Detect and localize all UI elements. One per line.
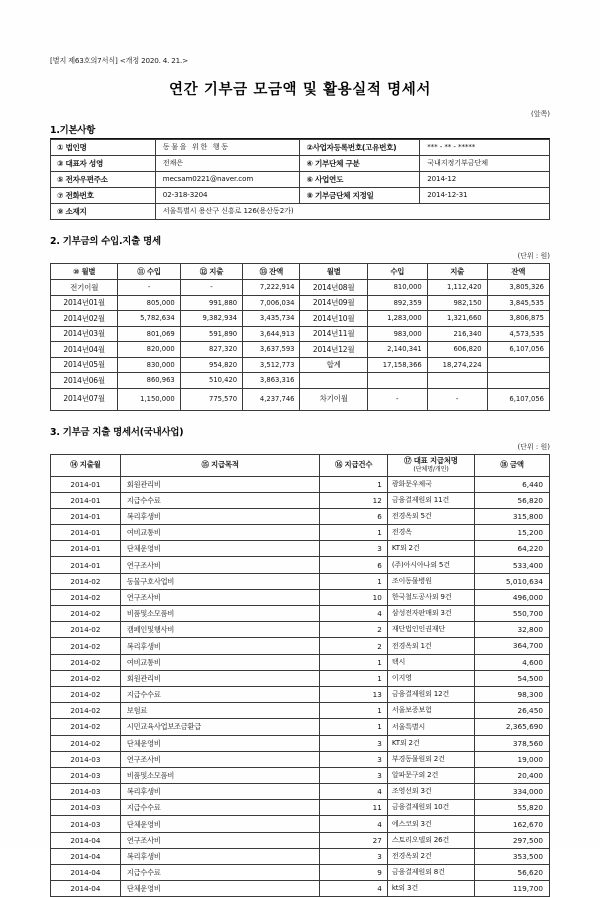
table-row: [51, 326, 550, 342]
cell-expense-month: 2014-02: [51, 735, 121, 751]
cell-expense: 216,340: [427, 326, 487, 342]
cell-payee-name: 에스코외 3건: [387, 816, 474, 832]
cell-expense-month: 2014-04: [51, 881, 121, 897]
cell-balance: 3,435,734: [243, 311, 300, 327]
cell-payment-count: 1: [320, 670, 387, 686]
cell-income: 860,963: [118, 373, 180, 389]
cell-payee-name: 전경옥외 1건: [387, 638, 474, 654]
cell-month: 2014년08월: [300, 280, 367, 296]
col-expense-month: ⑭ 지출월: [51, 454, 121, 476]
cell-payment-count: 1: [320, 476, 387, 492]
cell-balance: 3,805,326: [487, 280, 549, 296]
table-row: [51, 751, 550, 767]
expense-rows: [51, 476, 550, 897]
table-row: [51, 525, 550, 541]
cell-expense-month: 2014-02: [51, 654, 121, 670]
cell-payment-purpose: 단체운영비: [120, 881, 320, 897]
cell-payment-purpose: 지급수수료: [120, 686, 320, 702]
table-row: [51, 719, 550, 735]
fiscal-year-label: ⑥ 사업연도: [300, 172, 420, 188]
cell-amount: 32,800: [475, 622, 550, 638]
table-row: [51, 557, 550, 573]
cell-expense: 510,420: [180, 373, 242, 389]
cell-expense-month: 2014-03: [51, 784, 121, 800]
cell-expense: -: [180, 280, 242, 296]
cell-payment-purpose: 연구조사비: [120, 557, 320, 573]
cell-income: 810,000: [367, 280, 427, 296]
table-row: [51, 816, 550, 832]
donation-org-type-value: 국내지정기부금단체: [420, 156, 550, 172]
cell-expense: 775,570: [180, 388, 242, 410]
col-expense-left: ⑫ 지출: [180, 264, 242, 280]
cell-balance: 6,107,056: [487, 342, 549, 358]
cell-amount: 119,700: [475, 881, 550, 897]
cell-expense-month: 2014-04: [51, 848, 121, 864]
cell-payment-count: 4: [320, 606, 387, 622]
cell-expense-month: 2014-03: [51, 767, 121, 783]
col-payee-name-main: ⑰ 대표 지급처명: [404, 456, 458, 465]
table-row: [51, 638, 550, 654]
representative-label: ③ 대표자 성영: [51, 156, 156, 172]
col-payment-purpose: ⑮ 지급목적: [120, 454, 320, 476]
table-header-row: [51, 454, 550, 476]
cell-expense-month: 2014-02: [51, 589, 121, 605]
section1-heading: 1.기본사항: [50, 122, 550, 136]
address-label: ⑨ 소재지: [51, 204, 156, 220]
form-code: [별지 제63호의7서식] <개정 2020. 4. 21.>: [50, 56, 550, 66]
cell-payee-name: KT외 2건: [387, 735, 474, 751]
page-title: 연간 기부금 모금액 및 활용실적 명세서: [50, 78, 550, 99]
col-balance-right: 잔액: [487, 264, 549, 280]
cell-balance: 4,573,535: [487, 326, 549, 342]
cell-payee-name: 전경옥외 5건: [387, 508, 474, 524]
cell-payment-purpose: 보험료: [120, 703, 320, 719]
cell-expense-month: 2014-01: [51, 525, 121, 541]
cell-income: 1,150,000: [118, 388, 180, 410]
table-row: [51, 172, 550, 188]
email-label: ⑤ 전자우편주소: [51, 172, 156, 188]
cell-payment-count: 9: [320, 865, 387, 881]
cell-expense-month: 2014-02: [51, 670, 121, 686]
cell-expense-month: 2014-03: [51, 800, 121, 816]
cell-amount: 378,560: [475, 735, 550, 751]
col-income-left: ⑪ 수입: [118, 264, 180, 280]
table-row: [51, 606, 550, 622]
section3-heading: 3. 기부금 지출 명세서(국내사업): [50, 424, 550, 438]
col-month-right: 월별: [300, 264, 367, 280]
cell-payment-count: 4: [320, 881, 387, 897]
table-row: [51, 832, 550, 848]
table-row: [51, 735, 550, 751]
table-row: [51, 373, 550, 389]
cell-payment-purpose: 복리후생비: [120, 784, 320, 800]
cell-payment-purpose: 지급수수료: [120, 492, 320, 508]
cell-expense: 954,820: [180, 357, 242, 373]
cell-expense-month: 2014-01: [51, 476, 121, 492]
cell-amount: 496,000: [475, 589, 550, 605]
cell-balance: 3,512,773: [243, 357, 300, 373]
cell-month: [300, 373, 367, 389]
cell-payee-name: KT외 2건: [387, 541, 474, 557]
cell-balance: 3,863,316: [243, 373, 300, 389]
cell-carryforward-balance: 6,107,056: [487, 388, 549, 410]
cell-expense: 991,880: [180, 295, 242, 311]
cell-month: 2014년10월: [300, 311, 367, 327]
table-row: [51, 311, 550, 327]
cell-expense: 1,321,660: [427, 311, 487, 327]
cell-amount: 54,500: [475, 670, 550, 686]
table-row: [51, 295, 550, 311]
cell-expense: 982,150: [427, 295, 487, 311]
table-row: [51, 573, 550, 589]
cell-payment-purpose: 여비교통비: [120, 654, 320, 670]
cell-balance: [487, 357, 549, 373]
col-amount: ⑱ 금액: [475, 454, 550, 476]
cell-amount: 334,000: [475, 784, 550, 800]
page-side-marker: (앞쪽): [50, 109, 550, 119]
section2-heading: 2. 기부금의 수입.지출 명세: [50, 233, 550, 247]
cell-expense-month: 2014-02: [51, 573, 121, 589]
section2-unit-note: (단위 : 원): [50, 251, 550, 261]
cell-payment-count: 3: [320, 751, 387, 767]
cell-expense: 9,382,934: [180, 311, 242, 327]
cell-payment-purpose: 회원관리비: [120, 476, 320, 492]
cell-payee-name: 금융결제원외 11건: [387, 492, 474, 508]
cell-amount: 5,010,634: [475, 573, 550, 589]
col-expense-right: 지출: [427, 264, 487, 280]
cell-payee-name: 금융결제원외 12건: [387, 686, 474, 702]
cell-payment-count: 2: [320, 622, 387, 638]
cell-income: [367, 373, 427, 389]
cell-payment-count: 1: [320, 703, 387, 719]
cell-payee-name: 전경옥: [387, 525, 474, 541]
cell-expense-month: 2014-03: [51, 751, 121, 767]
cell-expense-month: 2014-04: [51, 865, 121, 881]
business-reg-no-label: ②사업자등록번호(고유번호): [300, 140, 420, 156]
cell-income: 801,069: [118, 326, 180, 342]
cell-amount: 56,820: [475, 492, 550, 508]
cell-payment-count: 4: [320, 816, 387, 832]
cell-expense: 827,320: [180, 342, 242, 358]
cell-amount: 98,300: [475, 686, 550, 702]
cell-amount: 56,620: [475, 865, 550, 881]
cell-amount: 315,800: [475, 508, 550, 524]
cell-payment-count: 13: [320, 686, 387, 702]
table-row: [51, 784, 550, 800]
table-row: [51, 767, 550, 783]
cell-payee-name: 전경옥외 2건: [387, 848, 474, 864]
cell-payment-purpose: 캠페인및행사비: [120, 622, 320, 638]
cell-payment-count: 3: [320, 848, 387, 864]
table-row: [51, 800, 550, 816]
cell-payment-count: 2: [320, 638, 387, 654]
cell-payee-name: 서울보증보험: [387, 703, 474, 719]
income-expense-table: [50, 263, 550, 411]
cell-balance: 7,222,914: [243, 280, 300, 296]
cell-payee-name: 조영선외 3건: [387, 784, 474, 800]
cell-payment-purpose: 연구조사비: [120, 832, 320, 848]
cell-month: 2014년04월: [51, 342, 118, 358]
cell-amount: 2,365,690: [475, 719, 550, 735]
cell-payment-count: 10: [320, 589, 387, 605]
cell-payee-name: 알파문구외 2건: [387, 767, 474, 783]
col-payee-name-sub: (단체명/개인): [413, 466, 448, 473]
col-payment-count: ⑯ 지급건수: [320, 454, 387, 476]
cell-expense-month: 2014-02: [51, 686, 121, 702]
cell-payee-name: 조이동물병원: [387, 573, 474, 589]
email-value: mecsam0221@naver.com: [155, 172, 300, 188]
cell-amount: 533,400: [475, 557, 550, 573]
cell-expense: 1,112,420: [427, 280, 487, 296]
cell-expense-month: 2014-02: [51, 638, 121, 654]
table-row: [51, 476, 550, 492]
designation-date-value: 2014-12-31: [420, 188, 550, 204]
cell-payment-purpose: 동물구호사업비: [120, 573, 320, 589]
table-row: [51, 589, 550, 605]
cell-payee-name: 삼성전자판매외 3건: [387, 606, 474, 622]
phone-label: ⑦ 전화번호: [51, 188, 156, 204]
cell-payee-name: 금융결제원외 10건: [387, 800, 474, 816]
cell-payment-purpose: 복리후생비: [120, 638, 320, 654]
cell-expense-month: 2014-01: [51, 508, 121, 524]
cell-amount: 55,820: [475, 800, 550, 816]
cell-total-income: 17,158,366: [367, 357, 427, 373]
cell-payee-name: 한국철도공사외 9건: [387, 589, 474, 605]
cell-expense: 591,890: [180, 326, 242, 342]
business-reg-no-value: *** - ** - *****: [420, 140, 550, 156]
cell-payment-purpose: 연구조사비: [120, 589, 320, 605]
table-row: [51, 388, 550, 410]
cell-payment-purpose: 비품및소모품비: [120, 606, 320, 622]
address-value: 서울특별시 용산구 신흥로 126(용산동2가): [155, 204, 549, 220]
table-row: [51, 622, 550, 638]
cell-expense-month: 2014-02: [51, 606, 121, 622]
cell-income: 805,000: [118, 295, 180, 311]
cell-month: 2014년12월: [300, 342, 367, 358]
cell-payee-name: 재단법인인권재단: [387, 622, 474, 638]
cell-income: 830,000: [118, 357, 180, 373]
cell-total-expense: 18,274,224: [427, 357, 487, 373]
cell-balance: 3,637,593: [243, 342, 300, 358]
table-row: [51, 670, 550, 686]
cell-payee-name: 이지영: [387, 670, 474, 686]
table-row: [51, 357, 550, 373]
cell-expense: -: [427, 388, 487, 410]
cell-balance: 3,845,535: [487, 295, 549, 311]
cell-payee-name: kt외 3건: [387, 881, 474, 897]
cell-payee-name: 금융결제원외 8건: [387, 865, 474, 881]
table-row: [51, 541, 550, 557]
expense-detail-table: [50, 454, 550, 897]
cell-carryforward-label: 차기이월: [300, 388, 367, 410]
cell-balance: 7,006,034: [243, 295, 300, 311]
cell-expense-month: 2014-03: [51, 816, 121, 832]
table-row: [51, 848, 550, 864]
table-row: [51, 686, 550, 702]
cell-balance: 3,806,875: [487, 311, 549, 327]
cell-expense-month: 2014-01: [51, 541, 121, 557]
cell-payment-purpose: 복리후생비: [120, 848, 320, 864]
cell-expense: [427, 373, 487, 389]
cell-payment-purpose: 지급수수료: [120, 865, 320, 881]
cell-payment-count: 27: [320, 832, 387, 848]
cell-payment-purpose: 비품및소모품비: [120, 767, 320, 783]
col-month-left: ⑩ 월별: [51, 264, 118, 280]
cell-month: 2014년02월: [51, 311, 118, 327]
cell-balance: [487, 373, 549, 389]
table-row: [51, 204, 550, 220]
cell-amount: 26,450: [475, 703, 550, 719]
cell-expense: 606,820: [427, 342, 487, 358]
phone-value: 02-318-3204: [155, 188, 300, 204]
table-row: [51, 188, 550, 204]
cell-amount: 364,700: [475, 638, 550, 654]
table-row: [51, 280, 550, 296]
cell-month: 2014년05월: [51, 357, 118, 373]
representative-value: 전채은: [155, 156, 300, 172]
cell-payment-purpose: 지급수수료: [120, 800, 320, 816]
cell-amount: 550,700: [475, 606, 550, 622]
table-row: [51, 703, 550, 719]
cell-month: 2014년06월: [51, 373, 118, 389]
cell-expense-month: 2014-01: [51, 557, 121, 573]
cell-expense-month: 2014-01: [51, 492, 121, 508]
cell-total-label: 합계: [300, 357, 367, 373]
table-row: [51, 156, 550, 172]
cell-amount: 19,000: [475, 751, 550, 767]
table-row: [51, 654, 550, 670]
cell-balance: 3,644,913: [243, 326, 300, 342]
cell-payment-count: 4: [320, 784, 387, 800]
cell-month: 2014년11월: [300, 326, 367, 342]
cell-month: 2014년01월: [51, 295, 118, 311]
cell-payment-purpose: 단체운영비: [120, 735, 320, 751]
cell-month: 2014년03월: [51, 326, 118, 342]
cell-payment-count: 1: [320, 654, 387, 670]
donation-org-type-label: ④ 기부단체 구분: [300, 156, 420, 172]
cell-payment-count: 6: [320, 557, 387, 573]
cell-payment-count: 12: [320, 492, 387, 508]
table-row: [51, 342, 550, 358]
cell-payee-name: 택시: [387, 654, 474, 670]
designation-date-label: ⑧ 기부금단체 지정일: [300, 188, 420, 204]
cell-payment-count: 3: [320, 767, 387, 783]
cell-payee-name: (주)아시아나외 5건: [387, 557, 474, 573]
cell-income: -: [118, 280, 180, 296]
cell-month: 2014년09월: [300, 295, 367, 311]
cell-amount: 162,670: [475, 816, 550, 832]
cell-amount: 15,200: [475, 525, 550, 541]
cell-payment-purpose: 회원관리비: [120, 670, 320, 686]
table-row: [51, 492, 550, 508]
cell-income: 820,000: [118, 342, 180, 358]
cell-payment-purpose: 단체운영비: [120, 816, 320, 832]
cell-expense-month: 2014-02: [51, 719, 121, 735]
col-income-right: 수입: [367, 264, 427, 280]
cell-payment-purpose: 시민교육사업보조금환급: [120, 719, 320, 735]
cell-payee-name: 부경동물원외 2건: [387, 751, 474, 767]
cell-expense-month: 2014-02: [51, 622, 121, 638]
fiscal-year-value: 2014-12: [420, 172, 550, 188]
cell-payment-purpose: 단체운영비: [120, 541, 320, 557]
cell-amount: 64,220: [475, 541, 550, 557]
table-row: [51, 508, 550, 524]
table-row: [51, 140, 550, 156]
cell-payment-purpose: 연구조사비: [120, 751, 320, 767]
table-row: [51, 881, 550, 897]
cell-amount: 297,500: [475, 832, 550, 848]
corp-name-value: 동물을 위한 행동: [155, 140, 300, 156]
cell-balance: 4,237,746: [243, 388, 300, 410]
col-balance-left: ⑬ 잔액: [243, 264, 300, 280]
cell-month: 2014년07월: [51, 388, 118, 410]
cell-income: -: [367, 388, 427, 410]
cell-amount: 20,400: [475, 767, 550, 783]
cell-payment-count: 1: [320, 573, 387, 589]
basic-info-table: [50, 139, 550, 220]
cell-income: 5,782,634: [118, 311, 180, 327]
cell-payment-count: 1: [320, 525, 387, 541]
cell-month: 전기이월: [51, 280, 118, 296]
cell-income: 892,359: [367, 295, 427, 311]
cell-income: 1,283,000: [367, 311, 427, 327]
col-payee-name: [387, 454, 474, 476]
cell-payee-name: 서울특별시: [387, 719, 474, 735]
cell-income: 983,000: [367, 326, 427, 342]
cell-payment-purpose: 여비교통비: [120, 525, 320, 541]
cell-payment-count: 6: [320, 508, 387, 524]
cell-amount: 4,600: [475, 654, 550, 670]
cell-payment-count: 3: [320, 735, 387, 751]
cell-payee-name: 스토리오델외 26건: [387, 832, 474, 848]
cell-payee-name: 광화문우체국: [387, 476, 474, 492]
cell-expense-month: 2014-04: [51, 832, 121, 848]
cell-amount: 353,500: [475, 848, 550, 864]
cell-payment-purpose: 복리후생비: [120, 508, 320, 524]
cell-payment-count: 1: [320, 719, 387, 735]
cell-payment-count: 11: [320, 800, 387, 816]
section3-unit-note: (단위 : 원): [50, 442, 550, 452]
cell-payment-count: 3: [320, 541, 387, 557]
cell-expense-month: 2014-02: [51, 703, 121, 719]
corp-name-label: ① 법인명: [51, 140, 156, 156]
table-header-row: [51, 264, 550, 280]
cell-amount: 6,440: [475, 476, 550, 492]
cell-income: 2,140,341: [367, 342, 427, 358]
table-row: [51, 865, 550, 881]
